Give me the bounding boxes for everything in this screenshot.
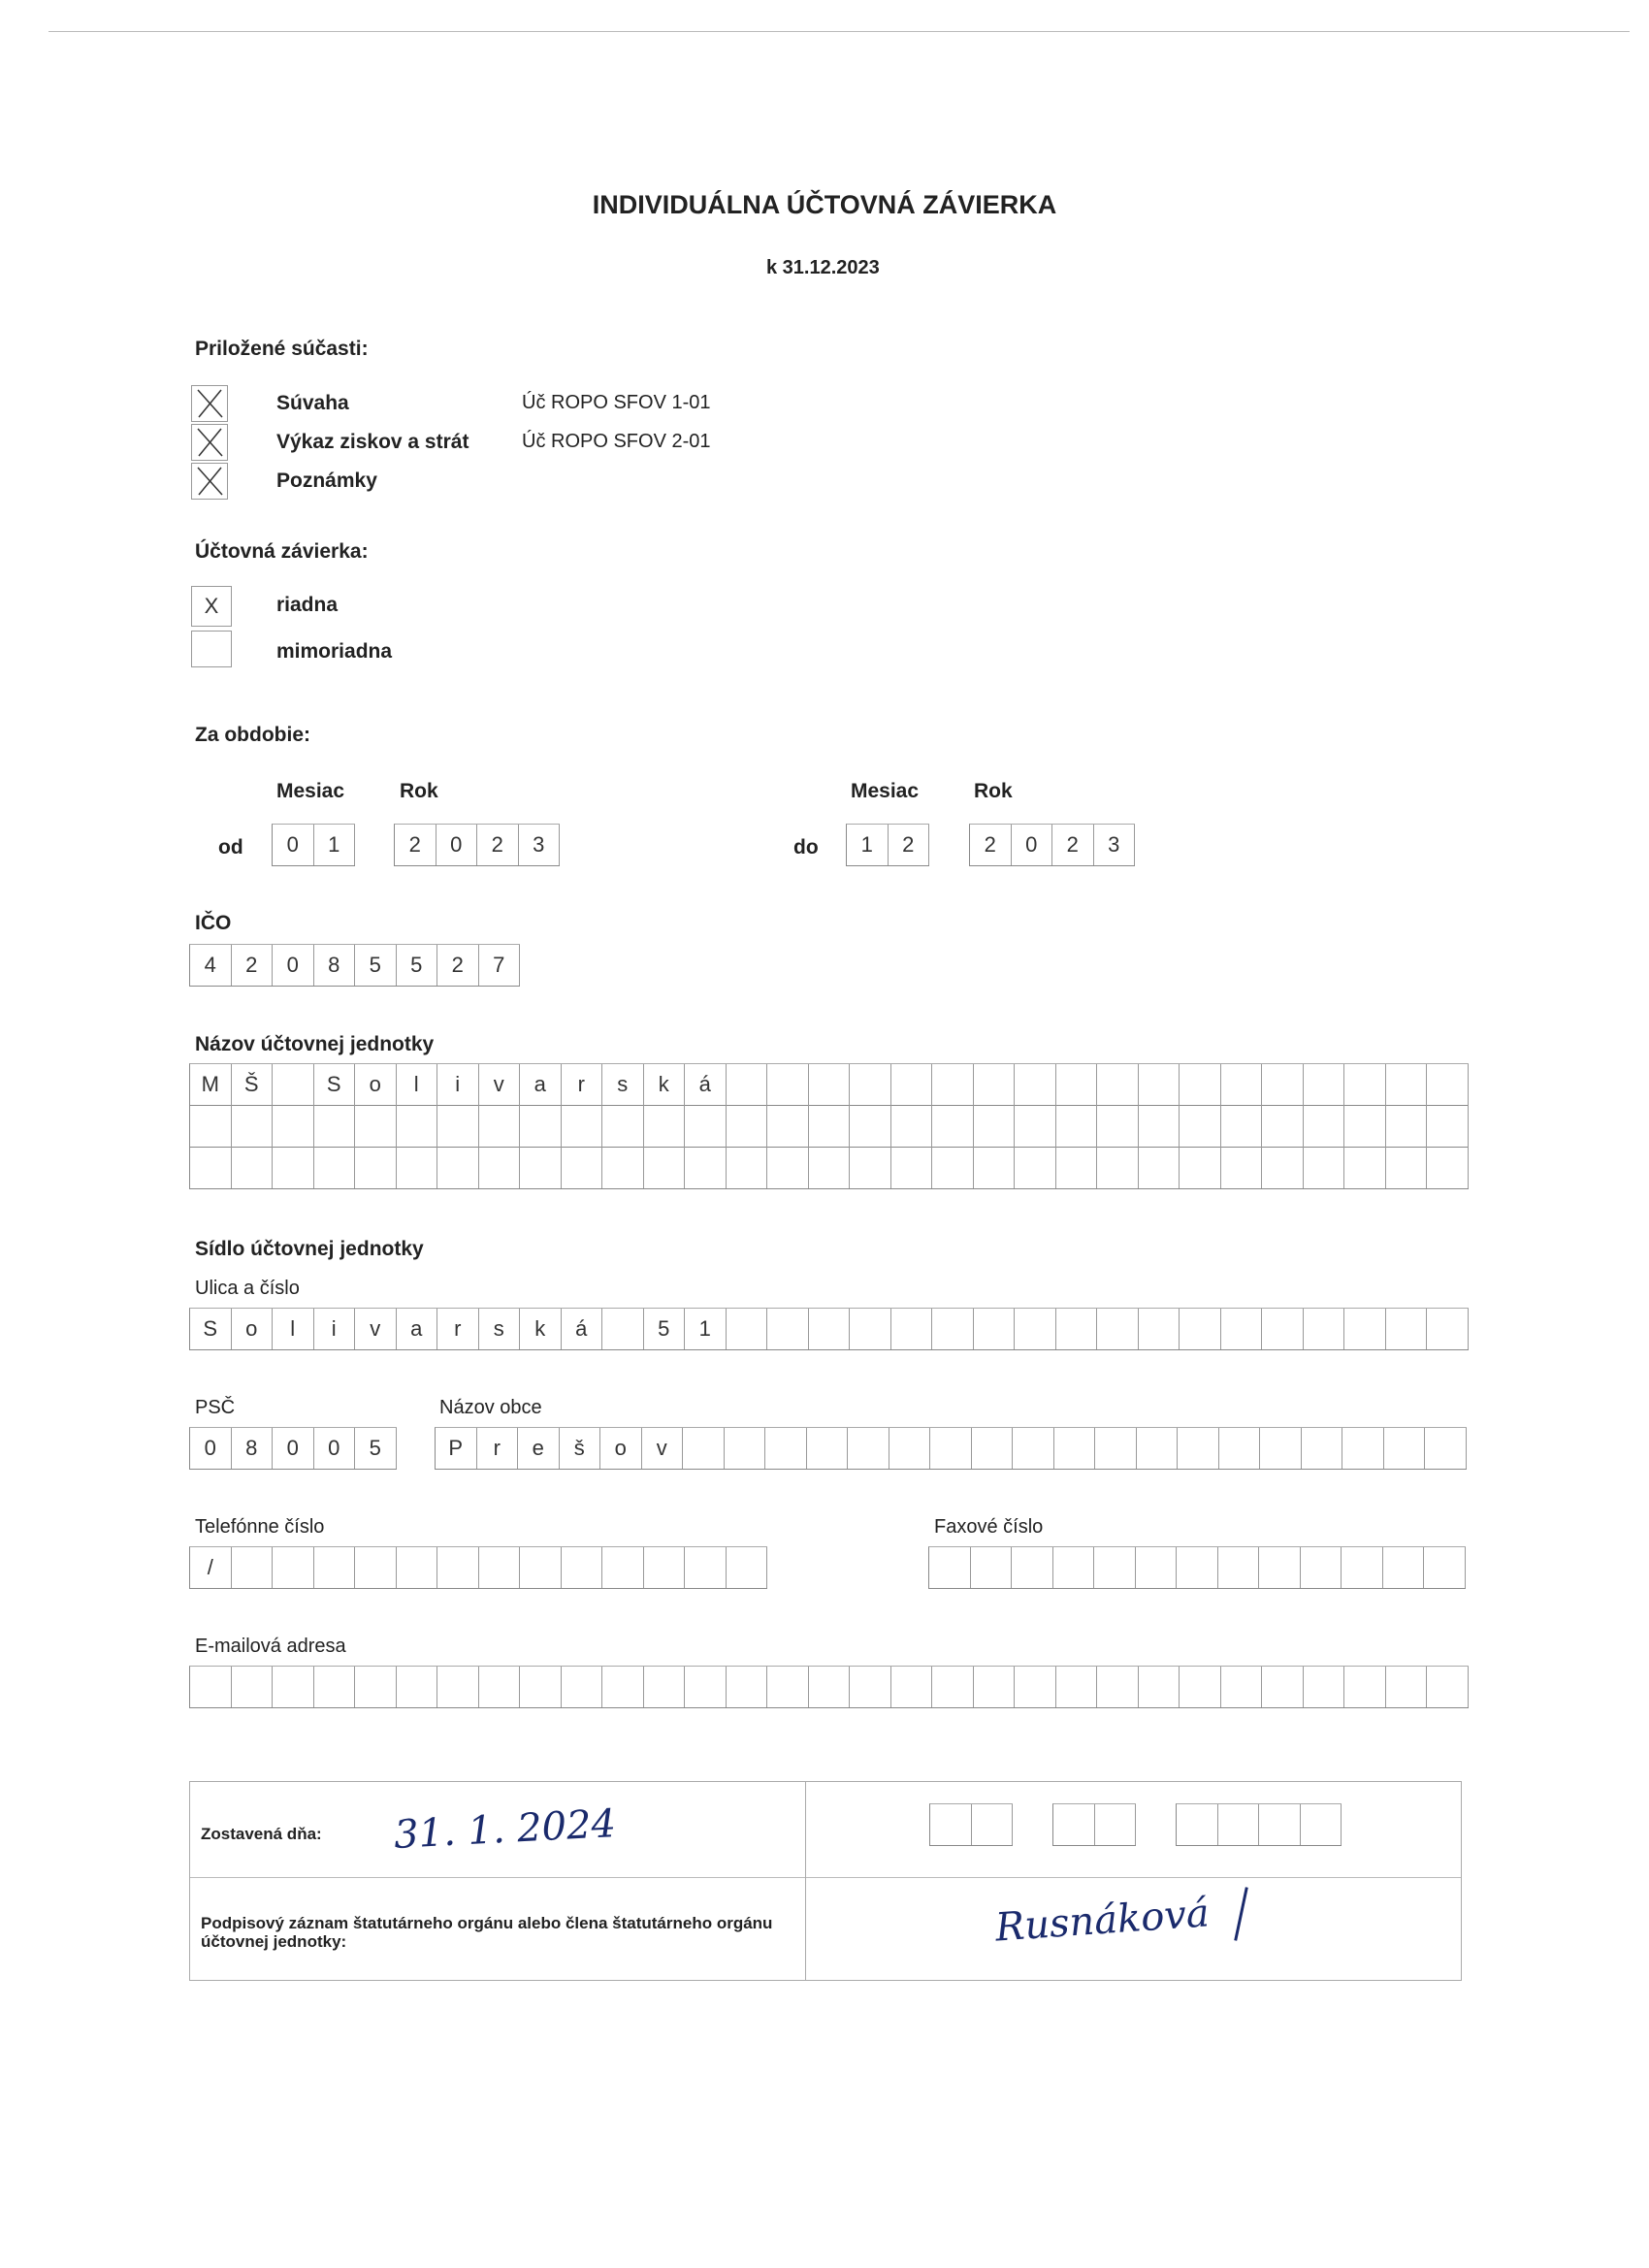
char-cell bbox=[891, 1147, 933, 1188]
char-cell bbox=[190, 1105, 232, 1147]
char-cell bbox=[1094, 1547, 1136, 1588]
char-cell bbox=[355, 1667, 397, 1707]
digit-cell bbox=[1053, 1804, 1095, 1845]
digit-cell: 2 bbox=[889, 825, 930, 865]
email-label: E-mailová adresa bbox=[195, 1636, 346, 1657]
char-cell bbox=[314, 1105, 356, 1147]
char-cell bbox=[891, 1667, 933, 1707]
char-cell bbox=[397, 1547, 438, 1588]
char-cell: e bbox=[518, 1428, 560, 1469]
char-cell bbox=[1384, 1428, 1426, 1469]
digit-cell: 1 bbox=[314, 825, 356, 865]
char-cell bbox=[644, 1547, 686, 1588]
char-cell bbox=[602, 1547, 644, 1588]
char-cell: 0 bbox=[273, 1428, 314, 1469]
char-cell bbox=[1304, 1667, 1345, 1707]
char-cell bbox=[1053, 1547, 1095, 1588]
char-cell bbox=[479, 1105, 521, 1147]
char-cell bbox=[1427, 1147, 1469, 1188]
char-cell bbox=[232, 1547, 274, 1588]
char-cell bbox=[1386, 1105, 1428, 1147]
char-cell: k bbox=[520, 1309, 562, 1349]
char-cell bbox=[809, 1667, 851, 1707]
char-cell: r bbox=[437, 1309, 479, 1349]
char-cell bbox=[562, 1105, 603, 1147]
char-cell bbox=[273, 1667, 314, 1707]
char-cell bbox=[355, 1105, 397, 1147]
char-cell bbox=[1386, 1309, 1428, 1349]
char-cell bbox=[807, 1428, 849, 1469]
char-cell: 8 bbox=[232, 1428, 274, 1469]
char-cell bbox=[727, 1309, 768, 1349]
char-cell bbox=[972, 1428, 1014, 1469]
char-cell bbox=[765, 1428, 807, 1469]
char-cell bbox=[683, 1428, 725, 1469]
char-cell bbox=[1097, 1064, 1139, 1105]
signature-handwritten: Rusnáková bbox=[993, 1891, 1212, 1951]
month-label: Mesiac bbox=[276, 780, 345, 802]
ico-label: IČO bbox=[195, 912, 232, 934]
attachments-label: Priložené súčasti: bbox=[195, 338, 369, 360]
email-field[interactable] bbox=[189, 1666, 1469, 1708]
digit-cell: 2 bbox=[970, 825, 1012, 865]
digit-cell bbox=[1259, 1804, 1301, 1845]
char-cell: 5 bbox=[355, 1428, 397, 1469]
attachment-name: Výkaz ziskov a strát bbox=[276, 431, 469, 453]
char-cell bbox=[273, 1105, 314, 1147]
char-cell bbox=[974, 1147, 1016, 1188]
char-cell bbox=[809, 1064, 851, 1105]
fax-field[interactable] bbox=[928, 1546, 1466, 1589]
divider bbox=[190, 1877, 1461, 1878]
scan-edge-line bbox=[48, 31, 1630, 32]
char-cell bbox=[1056, 1667, 1098, 1707]
digit-cell bbox=[1301, 1804, 1342, 1845]
char-cell: 1 bbox=[685, 1309, 727, 1349]
char-cell bbox=[1304, 1147, 1345, 1188]
char-cell bbox=[1015, 1105, 1056, 1147]
char-cell: i bbox=[437, 1064, 479, 1105]
char-cell bbox=[355, 1147, 397, 1188]
char-cell bbox=[809, 1147, 851, 1188]
char-cell: 5 bbox=[355, 945, 397, 986]
char-cell bbox=[562, 1147, 603, 1188]
char-cell: v bbox=[479, 1064, 521, 1105]
char-cell bbox=[602, 1105, 644, 1147]
char-cell bbox=[850, 1147, 891, 1188]
char-cell bbox=[1425, 1428, 1467, 1469]
digit-cell: 3 bbox=[1094, 825, 1136, 865]
char-cell bbox=[1218, 1547, 1260, 1588]
char-cell bbox=[1427, 1105, 1469, 1147]
char-cell bbox=[1221, 1064, 1263, 1105]
char-cell bbox=[1260, 1428, 1302, 1469]
char-cell: v bbox=[355, 1309, 397, 1349]
char-cell: Š bbox=[232, 1064, 274, 1105]
char-cell bbox=[437, 1105, 479, 1147]
char-cell bbox=[1386, 1667, 1428, 1707]
char-cell bbox=[1180, 1105, 1221, 1147]
char-cell bbox=[809, 1105, 851, 1147]
char-cell bbox=[889, 1428, 931, 1469]
char-cell bbox=[1219, 1428, 1261, 1469]
unit-name-field-line2[interactable] bbox=[189, 1105, 1469, 1148]
char-cell: k bbox=[644, 1064, 686, 1105]
char-cell bbox=[273, 1064, 314, 1105]
city-field[interactable] bbox=[435, 1427, 1467, 1470]
char-cell bbox=[971, 1547, 1013, 1588]
char-cell bbox=[932, 1105, 974, 1147]
char-cell: l bbox=[273, 1309, 314, 1349]
digit-cell bbox=[930, 1804, 972, 1845]
closing-option-name: mimoriadna bbox=[276, 640, 393, 663]
digit-cell bbox=[1177, 1804, 1218, 1845]
char-cell: o bbox=[232, 1309, 274, 1349]
char-cell bbox=[767, 1105, 809, 1147]
char-cell bbox=[437, 1667, 479, 1707]
seat-label: Sídlo účtovnej jednotky bbox=[195, 1238, 424, 1260]
char-cell bbox=[1095, 1428, 1137, 1469]
to-month-field[interactable] bbox=[846, 824, 929, 866]
attachment-code: Úč ROPO SFOV 2-01 bbox=[522, 431, 711, 452]
char-cell bbox=[190, 1667, 232, 1707]
char-cell bbox=[727, 1667, 768, 1707]
char-cell bbox=[891, 1105, 933, 1147]
char-cell: r bbox=[477, 1428, 519, 1469]
char-cell bbox=[932, 1147, 974, 1188]
compiled-date-handwritten: 31. 1. 2024 bbox=[392, 1801, 618, 1858]
from-month-field[interactable] bbox=[272, 824, 355, 866]
char-cell bbox=[1180, 1147, 1221, 1188]
char-cell bbox=[1262, 1309, 1304, 1349]
char-cell bbox=[397, 1105, 438, 1147]
char-cell bbox=[929, 1547, 971, 1588]
digit-cell bbox=[1095, 1804, 1137, 1845]
char-cell bbox=[314, 1667, 356, 1707]
char-cell bbox=[602, 1667, 644, 1707]
char-cell bbox=[1342, 1547, 1383, 1588]
fax-label: Faxové číslo bbox=[934, 1516, 1044, 1538]
char-cell bbox=[1013, 1428, 1054, 1469]
signature-box bbox=[189, 1781, 1462, 1981]
char-cell: 4 bbox=[190, 945, 232, 986]
char-cell bbox=[850, 1309, 891, 1349]
char-cell: M bbox=[190, 1064, 232, 1105]
digit-cell: 2 bbox=[477, 825, 519, 865]
char-cell bbox=[1139, 1667, 1180, 1707]
char-cell bbox=[1344, 1309, 1386, 1349]
to-year-field[interactable] bbox=[969, 824, 1135, 866]
char-cell bbox=[1262, 1064, 1304, 1105]
char-cell bbox=[1304, 1309, 1345, 1349]
street-field[interactable] bbox=[189, 1308, 1469, 1350]
char-cell: r bbox=[562, 1064, 603, 1105]
sign-label: Podpisový záznam štatutárneho orgánu alebo člena štatutárneho orgánu účtovnej jednotky: bbox=[201, 1914, 773, 1951]
char-cell bbox=[1383, 1547, 1425, 1588]
char-cell bbox=[602, 1309, 644, 1349]
closing-checkbox-riadna[interactable]: X bbox=[191, 586, 232, 627]
attachment-name: Poznámky bbox=[276, 470, 377, 492]
char-cell: š bbox=[560, 1428, 601, 1469]
char-cell: S bbox=[314, 1064, 356, 1105]
psc-field[interactable] bbox=[189, 1427, 397, 1470]
char-cell: 8 bbox=[314, 945, 356, 986]
attachment-code: Úč ROPO SFOV 1-01 bbox=[522, 392, 711, 413]
char-cell bbox=[1177, 1547, 1218, 1588]
char-cell bbox=[1221, 1667, 1263, 1707]
char-cell bbox=[479, 1147, 521, 1188]
char-cell bbox=[190, 1147, 232, 1188]
attachment-checkbox-vykaz[interactable] bbox=[191, 424, 228, 461]
digit-cell: 0 bbox=[1012, 825, 1053, 865]
char-cell bbox=[1221, 1105, 1263, 1147]
char-cell bbox=[479, 1547, 521, 1588]
char-cell bbox=[685, 1105, 727, 1147]
char-cell bbox=[850, 1064, 891, 1105]
char-cell bbox=[930, 1428, 972, 1469]
char-cell bbox=[273, 1147, 314, 1188]
char-cell bbox=[685, 1547, 727, 1588]
char-cell: á bbox=[685, 1064, 727, 1105]
month-label: Mesiac bbox=[851, 780, 920, 802]
compiled-label: Zostavená dňa: bbox=[201, 1825, 322, 1843]
char-cell bbox=[1015, 1147, 1056, 1188]
char-cell bbox=[1344, 1064, 1386, 1105]
char-cell bbox=[1262, 1147, 1304, 1188]
char-cell: o bbox=[355, 1064, 397, 1105]
char-cell: s bbox=[479, 1309, 521, 1349]
char-cell bbox=[727, 1147, 768, 1188]
digit-cell: 2 bbox=[395, 825, 436, 865]
char-cell bbox=[932, 1667, 974, 1707]
char-cell: 2 bbox=[437, 945, 479, 986]
char-cell bbox=[520, 1547, 562, 1588]
char-cell bbox=[1056, 1064, 1098, 1105]
char-cell bbox=[974, 1105, 1016, 1147]
char-cell bbox=[1054, 1428, 1096, 1469]
char-cell: i bbox=[314, 1309, 356, 1349]
signature-stroke bbox=[1234, 1887, 1248, 1940]
char-cell bbox=[1427, 1309, 1469, 1349]
char-cell: o bbox=[600, 1428, 642, 1469]
char-cell bbox=[974, 1667, 1016, 1707]
char-cell bbox=[932, 1064, 974, 1105]
char-cell: a bbox=[397, 1309, 438, 1349]
char-cell bbox=[767, 1147, 809, 1188]
char-cell: l bbox=[397, 1064, 438, 1105]
year-label: Rok bbox=[974, 780, 1013, 802]
char-cell bbox=[1056, 1147, 1098, 1188]
to-label: do bbox=[793, 836, 819, 859]
char-cell bbox=[727, 1105, 768, 1147]
char-cell bbox=[685, 1667, 727, 1707]
char-cell bbox=[1427, 1064, 1469, 1105]
char-cell: 0 bbox=[273, 945, 314, 986]
char-cell bbox=[562, 1547, 603, 1588]
char-cell bbox=[1139, 1064, 1180, 1105]
char-cell: P bbox=[436, 1428, 477, 1469]
char-cell: 7 bbox=[479, 945, 521, 986]
char-cell bbox=[1302, 1428, 1343, 1469]
date-box-year[interactable] bbox=[1176, 1803, 1342, 1846]
period-label: Za obdobie: bbox=[195, 724, 310, 746]
char-cell bbox=[644, 1105, 686, 1147]
char-cell bbox=[891, 1064, 933, 1105]
char-cell: a bbox=[520, 1064, 562, 1105]
char-cell bbox=[644, 1147, 686, 1188]
char-cell: 5 bbox=[397, 945, 438, 986]
char-cell bbox=[1015, 1667, 1056, 1707]
closing-label: Účtovná závierka: bbox=[195, 540, 369, 563]
char-cell: 0 bbox=[314, 1428, 356, 1469]
psc-label: PSČ bbox=[195, 1397, 236, 1418]
char-cell bbox=[1344, 1667, 1386, 1707]
char-cell bbox=[232, 1147, 274, 1188]
char-cell bbox=[727, 1547, 768, 1588]
digit-cell bbox=[972, 1804, 1014, 1845]
char-cell bbox=[1221, 1309, 1263, 1349]
char-cell bbox=[1304, 1105, 1345, 1147]
char-cell bbox=[685, 1147, 727, 1188]
char-cell bbox=[314, 1147, 356, 1188]
char-cell bbox=[1137, 1428, 1179, 1469]
char-cell bbox=[1262, 1105, 1304, 1147]
char-cell bbox=[273, 1547, 314, 1588]
char-cell bbox=[1015, 1064, 1056, 1105]
char-cell bbox=[974, 1309, 1016, 1349]
char-cell bbox=[848, 1428, 889, 1469]
digit-cell: 0 bbox=[273, 825, 314, 865]
char-cell bbox=[809, 1309, 851, 1349]
closing-checkbox-mimoriadna[interactable] bbox=[191, 631, 232, 667]
char-cell bbox=[355, 1547, 397, 1588]
char-cell bbox=[1139, 1105, 1180, 1147]
char-cell bbox=[1344, 1105, 1386, 1147]
attachment-checkbox-suvaha[interactable] bbox=[191, 385, 228, 422]
char-cell bbox=[891, 1309, 933, 1349]
char-cell bbox=[520, 1147, 562, 1188]
char-cell bbox=[602, 1147, 644, 1188]
char-cell bbox=[767, 1064, 809, 1105]
char-cell bbox=[437, 1547, 479, 1588]
char-cell bbox=[314, 1547, 356, 1588]
char-cell bbox=[644, 1667, 686, 1707]
char-cell bbox=[437, 1147, 479, 1188]
char-cell bbox=[397, 1667, 438, 1707]
char-cell bbox=[1180, 1064, 1221, 1105]
unit-name-field-line1[interactable] bbox=[189, 1063, 1469, 1106]
char-cell bbox=[1301, 1547, 1342, 1588]
digit-cell: 2 bbox=[1052, 825, 1094, 865]
char-cell bbox=[767, 1667, 809, 1707]
digit-cell: 3 bbox=[519, 825, 561, 865]
char-cell: s bbox=[602, 1064, 644, 1105]
char-cell bbox=[1015, 1309, 1056, 1349]
char-cell bbox=[850, 1105, 891, 1147]
phone-label: Telefónne číslo bbox=[195, 1516, 325, 1538]
unit-name-label: Názov účtovnej jednotky bbox=[195, 1033, 435, 1055]
char-cell bbox=[1424, 1547, 1466, 1588]
digit-cell: 0 bbox=[436, 825, 478, 865]
char-cell bbox=[1139, 1309, 1180, 1349]
city-label: Názov obce bbox=[439, 1397, 542, 1418]
char-cell bbox=[850, 1667, 891, 1707]
char-cell bbox=[1386, 1064, 1428, 1105]
from-year-field[interactable] bbox=[394, 824, 560, 866]
char-cell bbox=[1178, 1428, 1219, 1469]
char-cell bbox=[932, 1309, 974, 1349]
char-cell bbox=[1259, 1547, 1301, 1588]
char-cell bbox=[397, 1147, 438, 1188]
char-cell bbox=[1427, 1667, 1469, 1707]
unit-name-field-line3[interactable] bbox=[189, 1147, 1469, 1189]
char-cell: á bbox=[562, 1309, 603, 1349]
divider bbox=[805, 1782, 806, 1980]
attachment-name: Súvaha bbox=[276, 392, 349, 414]
char-cell bbox=[1097, 1667, 1139, 1707]
char-cell bbox=[1056, 1105, 1098, 1147]
char-cell bbox=[1097, 1147, 1139, 1188]
char-cell bbox=[1344, 1147, 1386, 1188]
char-cell bbox=[1386, 1147, 1428, 1188]
char-cell bbox=[767, 1309, 809, 1349]
char-cell bbox=[232, 1667, 274, 1707]
char-cell bbox=[727, 1064, 768, 1105]
char-cell bbox=[725, 1428, 766, 1469]
char-cell: 2 bbox=[232, 945, 274, 986]
char-cell bbox=[974, 1064, 1016, 1105]
char-cell bbox=[1139, 1147, 1180, 1188]
char-cell bbox=[562, 1667, 603, 1707]
digit-cell bbox=[1218, 1804, 1260, 1845]
report-date: k 31.12.2023 bbox=[766, 257, 880, 278]
char-cell bbox=[1342, 1428, 1384, 1469]
year-label: Rok bbox=[400, 780, 438, 802]
char-cell bbox=[1262, 1667, 1304, 1707]
char-cell bbox=[232, 1105, 274, 1147]
street-label: Ulica a číslo bbox=[195, 1278, 300, 1299]
attachment-checkbox-poznamky[interactable] bbox=[191, 463, 228, 500]
char-cell: v bbox=[642, 1428, 684, 1469]
char-cell bbox=[520, 1667, 562, 1707]
char-cell bbox=[1180, 1309, 1221, 1349]
char-cell bbox=[520, 1105, 562, 1147]
ico-field[interactable] bbox=[189, 944, 520, 987]
char-cell bbox=[1304, 1064, 1345, 1105]
from-label: od bbox=[218, 836, 243, 859]
char-cell: / bbox=[190, 1547, 232, 1588]
char-cell: S bbox=[190, 1309, 232, 1349]
char-cell: 5 bbox=[644, 1309, 686, 1349]
date-box-day[interactable] bbox=[929, 1803, 1013, 1846]
char-cell bbox=[1136, 1547, 1178, 1588]
date-box-month[interactable] bbox=[1052, 1803, 1136, 1846]
char-cell: 0 bbox=[190, 1428, 232, 1469]
char-cell bbox=[1097, 1309, 1139, 1349]
phone-field[interactable] bbox=[189, 1546, 767, 1589]
digit-cell: 1 bbox=[847, 825, 889, 865]
closing-option-name: riadna bbox=[276, 594, 339, 616]
char-cell bbox=[479, 1667, 521, 1707]
char-cell bbox=[1221, 1147, 1263, 1188]
char-cell bbox=[1180, 1667, 1221, 1707]
char-cell bbox=[1012, 1547, 1053, 1588]
char-cell bbox=[1097, 1105, 1139, 1147]
page-title: INDIVIDUÁLNA ÚČTOVNÁ ZÁVIERKA bbox=[592, 190, 1057, 219]
char-cell bbox=[1056, 1309, 1098, 1349]
